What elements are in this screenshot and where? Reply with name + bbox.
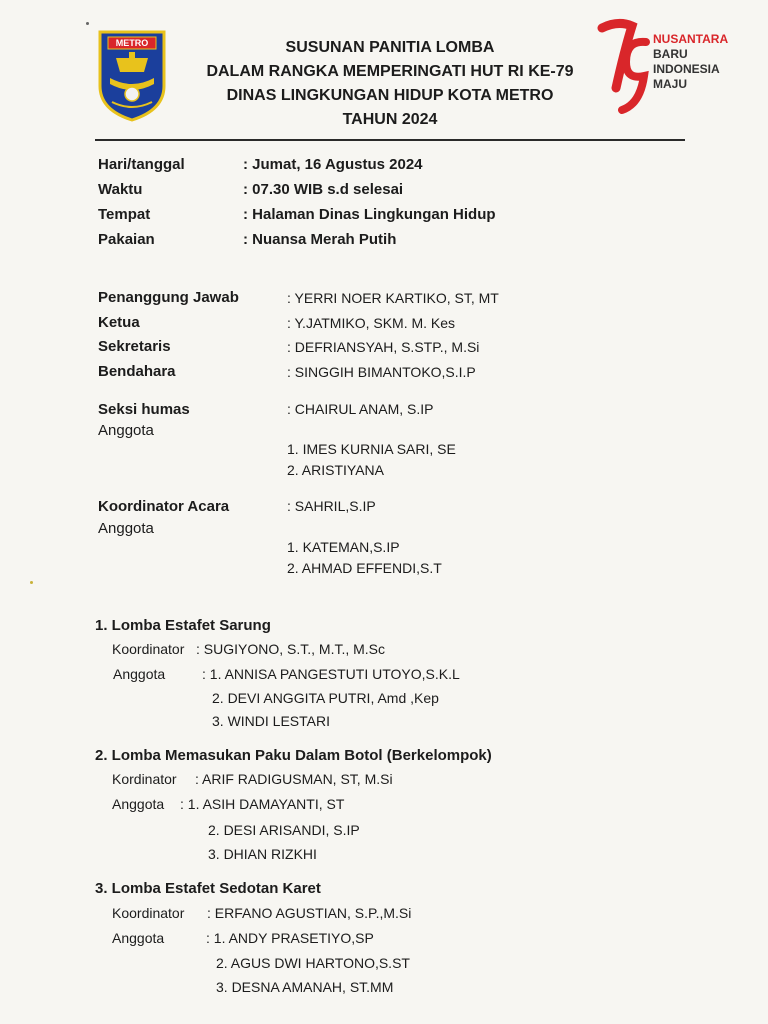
title-line: TAHUN 2024 (342, 111, 438, 128)
committee-person: : DEFRIANSYAH, S.STP., M.Si (287, 339, 480, 355)
committee-role: Ketua (98, 313, 140, 331)
koordinator-acara-anggota-label: Anggota (98, 520, 154, 537)
tagline-line: INDONESIA (653, 62, 720, 76)
seksi-humas-label: Seksi humas (98, 401, 190, 418)
competition-1-member: 3. WINDI LESTARI (212, 713, 330, 729)
info-value: : Jumat, 16 Agustus 2024 (243, 156, 423, 173)
competition-2-title: 2. Lomba Memasukan Paku Dalam Botol (Berkelompok) (95, 747, 492, 764)
tagline-line: BARU (653, 47, 688, 61)
info-label: Pakaian (98, 231, 155, 248)
competition-3-anggota-label: Anggota (112, 930, 165, 946)
competition-1-member: : 1. ANNISA PANGESTUTI UTOYO,S.K.L (202, 666, 460, 682)
committee-role: Sekretaris (98, 338, 171, 355)
metro-logo-text: METRO (115, 38, 149, 48)
tagline-line: NUSANTARA (653, 32, 729, 46)
competition-1-member: 2. DEVI ANGGITA PUTRI, Amd ,Kep (212, 690, 439, 706)
event-info-labels (98, 156, 185, 256)
hut-tagline (653, 32, 728, 92)
info-value: : 07.30 WIB s.d selesai (243, 181, 404, 198)
paper-speck (30, 581, 33, 584)
committee-person: : Y.JATMIKO, SKM. M. Kes (287, 314, 456, 331)
info-label: Tempat (98, 206, 151, 223)
koordinator-acara-label: Koordinator Acara (98, 498, 230, 515)
committee-values (287, 290, 499, 388)
committee-person: : YERRI NOER KARTIKO, ST, MT (287, 290, 499, 306)
competition-1-coord-label: Koordinator (112, 641, 185, 657)
info-label: Hari/tanggal (98, 156, 185, 173)
seksi-humas-members (287, 441, 456, 483)
header-divider (95, 139, 685, 141)
competition-2-anggota-label: Anggota (112, 796, 165, 812)
paper-speck (86, 22, 89, 25)
competition-3-member: 3. DESNA AMANAH, ST.MM (216, 979, 394, 995)
competition-3-coord-label: Koordinator (112, 905, 185, 921)
competition-2-member: 3. DHIAN RIZKHI (208, 846, 317, 862)
competition-2-member: : 1. ASIH DAMAYANTI, ST (180, 796, 345, 812)
title-line: DALAM RANGKA MEMPERINGATI HUT RI KE-79 (206, 63, 574, 80)
competition-2-coord-label: Kordinator (112, 771, 177, 787)
competition-3-member: 2. AGUS DWI HARTONO,S.ST (216, 955, 410, 971)
title-line: SUSUNAN PANITIA LOMBA (285, 39, 495, 56)
committee-role: Penanggung Jawab (98, 289, 239, 306)
info-value: : Nuansa Merah Putih (243, 231, 397, 248)
info-label: Waktu (98, 181, 143, 198)
koordinator-acara-members (287, 539, 442, 581)
competition-1-title: 1. Lomba Estafet Sarung (95, 617, 271, 634)
competition-3-coord-value: : ERFANO AGUSTIAN, S.P.,M.Si (207, 905, 412, 921)
competition-1-coord-value: : SUGIYONO, S.T., M.T., M.Sc (196, 641, 386, 657)
document-title (140, 36, 640, 132)
seksi-humas-head: : CHAIRUL ANAM, S.IP (287, 401, 434, 417)
member-item: 1. IMES KURNIA SARI, SE (287, 441, 456, 457)
competition-3-title: 3. Lomba Estafet Sedotan Karet (95, 880, 321, 897)
seksi-humas-anggota-label: Anggota (98, 422, 154, 439)
member-item: 2. AHMAD EFFENDI,S.T (287, 560, 442, 576)
member-item: 2. ARISTIYANA (287, 462, 384, 478)
event-info-values (243, 156, 496, 256)
committee-labels (98, 289, 239, 387)
competition-3-member: : 1. ANDY PRASETIYO,SP (206, 930, 374, 946)
competition-2-member: 2. DESI ARISANDI, S.IP (208, 822, 360, 838)
competition-1-anggota-label: Anggota (113, 666, 166, 682)
competition-2-coord-value: : ARIF RADIGUSMAN, ST, M.Si (195, 771, 393, 787)
koordinator-acara-head: : SAHRIL,S.IP (287, 498, 376, 514)
tagline-line: MAJU (653, 77, 688, 91)
member-item: 1. KATEMAN,S.IP (287, 539, 400, 555)
committee-person: : SINGGIH BIMANTOKO,S.I.P (287, 363, 476, 380)
info-value: : Halaman Dinas Lingkungan Hidup (243, 206, 496, 223)
committee-role: Bendahara (98, 362, 176, 380)
title-line: DINAS LINGKUNGAN HIDUP KOTA METRO (226, 87, 554, 104)
